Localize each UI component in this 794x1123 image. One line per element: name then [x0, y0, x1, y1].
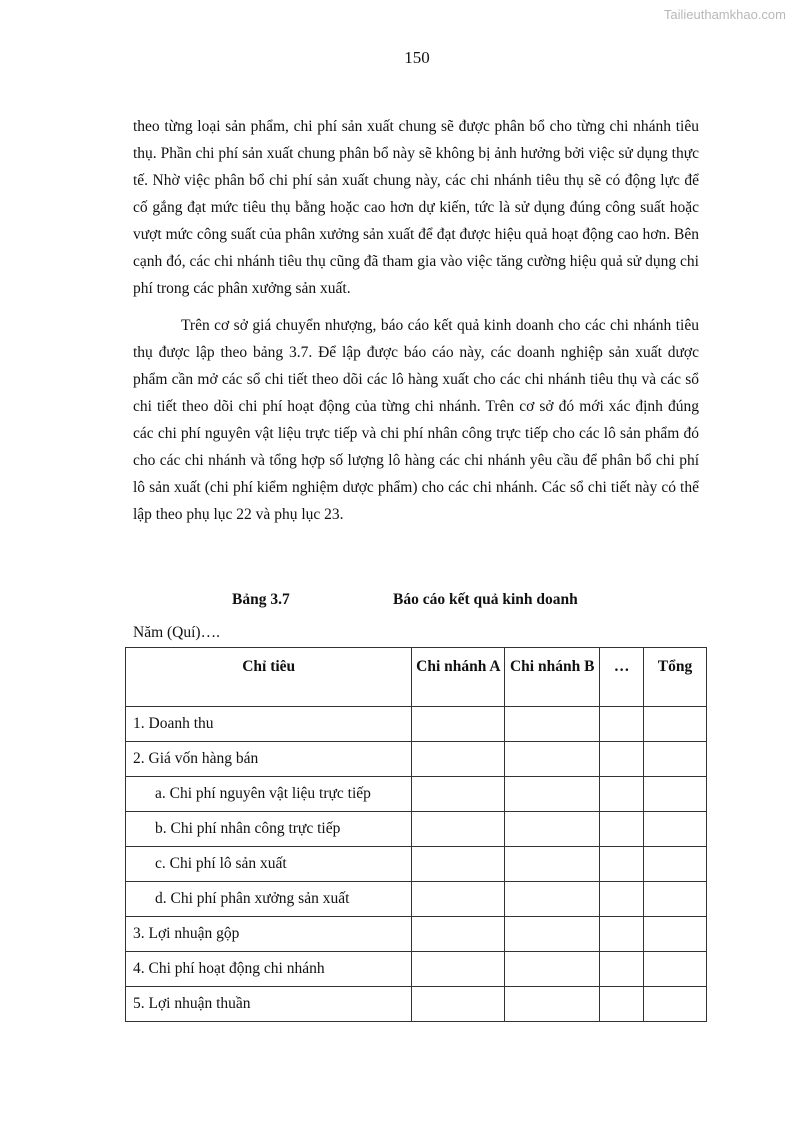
table-cell	[505, 777, 600, 812]
header-indicator: Chỉ tiêu	[126, 648, 412, 707]
row-label: 4. Chi phí hoạt động chi nhánh	[126, 952, 412, 987]
table-cell	[412, 812, 505, 847]
table-cell	[412, 742, 505, 777]
table-row	[126, 777, 707, 812]
table-row	[126, 882, 707, 917]
row-label: c. Chi phí lô sản xuất	[126, 847, 412, 882]
table-cell	[412, 882, 505, 917]
table-cell	[505, 882, 600, 917]
table-cell	[600, 847, 644, 882]
table-cell	[412, 987, 505, 1022]
table-cell	[505, 847, 600, 882]
table-cell	[644, 952, 707, 987]
table-cell	[644, 707, 707, 742]
page-number: 150	[404, 48, 430, 67]
row-label: d. Chi phí phân xưởng sản xuất	[126, 882, 412, 917]
row-label: b. Chi phí nhân công trực tiếp	[126, 812, 412, 847]
table-cell	[600, 742, 644, 777]
report-table	[125, 647, 707, 1022]
table-row	[126, 987, 707, 1022]
table-cell	[600, 707, 644, 742]
table-row	[126, 812, 707, 847]
table-number: Bảng 3.7	[232, 591, 290, 608]
table-cell	[600, 777, 644, 812]
table-cell	[412, 847, 505, 882]
table-row	[126, 952, 707, 987]
table-cell	[505, 742, 600, 777]
table-row	[126, 707, 707, 742]
paragraph-1: theo từng loại sản phẩm, chi phí sản xuất chung sẽ được phân bổ cho từng chi nhánh tiêu thụ. Phần chi phí sản xuất chung phân bổ này sẽ không bị ảnh hưởng bởi việc sử dụng thực tế. Nhờ việc phân bổ chi phí sản xuất chung này, các chi nhánh tiêu thụ sẽ có động lực để cố gắng đạt mức tiêu thụ bằng hoặc cao hơn dự kiến, tức là sử dụng đúng công suất hoặc vượt mức công suất của phân xưởng sản xuất để đạt được hiệu quả hoạt động cao hơn. Bên cạnh đó, các chi nhánh tiêu thụ cũng đã tham gia vào việc tăng cường hiệu quả sử dụng chi phí trong các phân xưởng sản xuất.	[133, 118, 699, 297]
table-header-row	[126, 648, 707, 707]
table-cell	[600, 987, 644, 1022]
table-cell	[505, 812, 600, 847]
table-row	[126, 917, 707, 952]
table-cell	[644, 742, 707, 777]
table-cell	[644, 847, 707, 882]
header-branch-b: Chi nhánh B	[505, 648, 600, 707]
header-ellipsis: …	[600, 648, 644, 707]
row-label: 5. Lợi nhuận thuần	[126, 987, 412, 1022]
table-cell	[644, 777, 707, 812]
table-cell	[505, 952, 600, 987]
table-row	[126, 847, 707, 882]
table-cell	[644, 917, 707, 952]
table-cell	[412, 952, 505, 987]
table-cell	[505, 987, 600, 1022]
table-cell	[644, 812, 707, 847]
row-label: 1. Doanh thu	[126, 707, 412, 742]
paragraph-2: Trên cơ sở giá chuyển nhượng, báo cáo kết quả kinh doanh cho các chi nhánh tiêu thụ được lập theo bảng 3.7. Để lập được báo cáo này, các doanh nghiệp sản xuất dược phẩm cần mở các sổ chi tiết theo dõi các lô hàng xuất cho các chi nhánh tiêu thụ và các sổ chi tiết theo dõi chi phí hoạt động của từng chi nhánh. Trên cơ sở đó mới xác định đúng các chi phí nguyên vật liệu trực tiếp và chi phí nhân công trực tiếp cho các lô sản phẩm đó cho các chi nhánh và tổng hợp số lượng lô hàng các chi nhánh yêu cầu để phân bổ chi phí lô sản xuất (chi phí kiểm nghiệm dược phẩm) cho các chi nhánh. Các sổ chi tiết này có thể lập theo phụ lục 22 và phụ lục 23.	[133, 317, 699, 523]
body-text	[133, 113, 699, 528]
row-label: a. Chi phí nguyên vật liệu trực tiếp	[126, 777, 412, 812]
table-title: Báo cáo kết quả kinh doanh	[393, 591, 578, 608]
table-cell	[644, 882, 707, 917]
table-row	[126, 742, 707, 777]
period-label: Năm (Quí)….	[133, 624, 220, 641]
table-cell	[505, 707, 600, 742]
table-cell	[600, 812, 644, 847]
row-label: 3. Lợi nhuận gộp	[126, 917, 412, 952]
table-cell	[600, 882, 644, 917]
watermark: Tailieuthamkhao.com	[663, 7, 786, 22]
table-cell	[412, 917, 505, 952]
table-cell	[412, 707, 505, 742]
header-branch-a: Chi nhánh A	[412, 648, 505, 707]
table-cell	[600, 917, 644, 952]
header-total: Tổng	[644, 648, 707, 707]
table-cell	[600, 952, 644, 987]
row-label: 2. Giá vốn hàng bán	[126, 742, 412, 777]
table-cell	[412, 777, 505, 812]
table-cell	[505, 917, 600, 952]
table-cell	[644, 987, 707, 1022]
